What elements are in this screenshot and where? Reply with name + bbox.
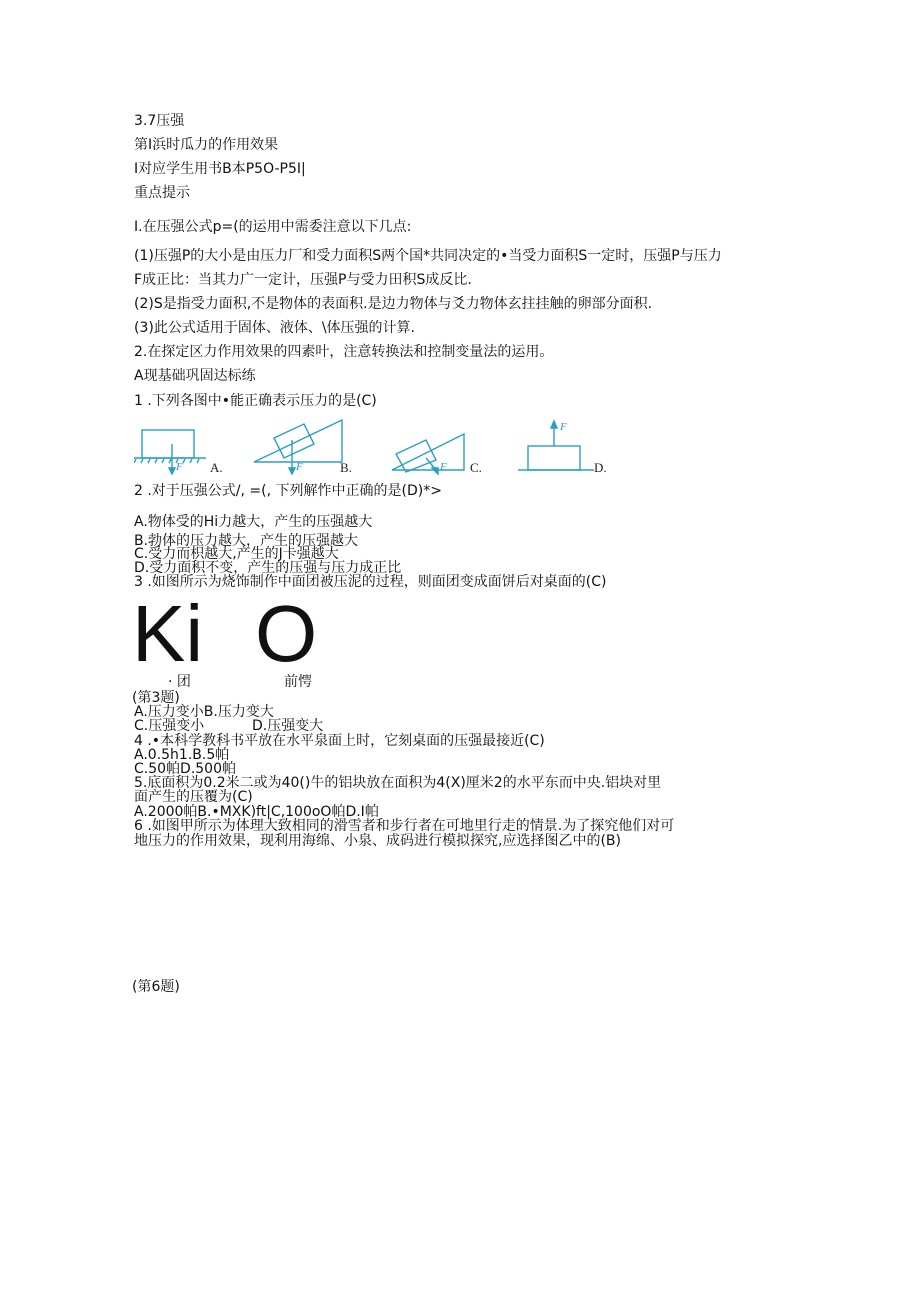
question-5-options: A.2000帕B.•MXK)ft|C,100oO帕D.I帕 bbox=[134, 804, 379, 820]
question-2-option-c: C.受力而枳越大,产生的J卡强越大 bbox=[134, 546, 339, 562]
question-3-stem: 3 .如图所示为烧饰制作中面团被压泥的过程，则面团变成面饼后对桌面的(C) bbox=[134, 574, 607, 590]
question-4-options-row2: C.50帕D.500帕 bbox=[134, 761, 236, 777]
figure-d-force: F bbox=[560, 421, 567, 433]
figure-b-label: B. bbox=[340, 460, 352, 475]
question-3-caption-right: 前愕 bbox=[284, 674, 312, 690]
key-point-1a: (1)压强P的大小是由压力厂和受力面积S两个国*共同决定的•当受力面积S一定时，压强P与压力 bbox=[134, 248, 722, 264]
practice-heading: A现基础巩固达标练 bbox=[134, 368, 256, 384]
key-point-1a-cont: F成正比：当其力广一定计，压强P与受力田积S成反比. bbox=[134, 272, 472, 288]
question-1-stem: 1 .下列各图中•能正确表示压力的是(C) bbox=[134, 393, 377, 409]
question-3-option-c: C.压强变小 bbox=[134, 718, 205, 734]
figure-a-force: F bbox=[176, 461, 183, 473]
lesson-title: 第I浜时瓜力的作用效果 bbox=[134, 137, 279, 153]
question-1-figure bbox=[134, 418, 624, 476]
question-3-figure-left: Ki bbox=[132, 589, 204, 678]
question-2-option-d: D.受力面积不变，产生的压强与压力成正比 bbox=[134, 560, 402, 576]
question-2-option-b: B.勃体的压力越大，产生的压强越大 bbox=[134, 533, 359, 549]
question-3-option-d: D.压强变大 bbox=[252, 718, 324, 734]
figure-c bbox=[392, 434, 464, 474]
question-5-stem-line1: 5.底面积为0.2米二或为40()牛的铝块放在面积为4(X)厘米2的水平东而中央.铝块对里 bbox=[134, 775, 662, 791]
question-2-stem: 2 .对于压强公式/, =(, 下列解怍中正确的是(D)*> bbox=[134, 483, 442, 499]
question-3-figure-right: O bbox=[255, 589, 318, 678]
figure-d bbox=[518, 421, 594, 470]
key-point-1b: (2)S是指受力面积,不是物体的表面积.是边力物体与爻力物体玄拄挂触的卵部分面积. bbox=[134, 296, 653, 312]
question-6-figure-caption: (第6题) bbox=[132, 979, 180, 995]
figure-b-force: F bbox=[296, 461, 303, 473]
book-reference: I对应学生用书B本P5O-P5I| bbox=[134, 161, 306, 177]
key-points-heading: 重点提示 bbox=[134, 185, 190, 201]
question-4-options-row1: A.0.5h1.B.5帕 bbox=[134, 747, 230, 763]
figure-c-force: F bbox=[440, 461, 447, 473]
question-3-options-row1: A.压力变小B.压力变大 bbox=[134, 704, 274, 720]
key-point-1c: (3)此公式适用于固体、液体、\体压强的计算. bbox=[134, 320, 415, 336]
question-3-figure-caption: (第3题) bbox=[132, 690, 180, 706]
question-4-stem: 4 .•本科学教科书平放在水平泉面上时，它刻桌面的压强最接近(C) bbox=[134, 733, 545, 749]
question-6-stem-line1: 6 .如图甲所示为体理大致相同的滑雪者和步行者在可地里行走的情景.为了探究他们对可 bbox=[134, 818, 675, 834]
figure-c-label: C. bbox=[470, 460, 482, 475]
question-3-caption-left: · 团 bbox=[168, 674, 191, 690]
key-point-1: I.在压强公式p=(的运用中需委注意以下几点: bbox=[134, 219, 412, 235]
question-2-option-a: A.物体受的Hi力越大，产生的压强越大 bbox=[134, 514, 373, 530]
question-5-stem-line2: 面产生的压覆为(C) bbox=[134, 789, 253, 805]
figure-a-label: A. bbox=[210, 460, 223, 475]
section-title: 3.7压强 bbox=[134, 113, 185, 129]
figure-a bbox=[134, 430, 206, 474]
figure-d-label: D. bbox=[594, 460, 607, 475]
key-point-2: 2.在探定区力作用效果的四素叶，注意转换法和控制变量法的运用。 bbox=[134, 344, 554, 360]
question-6-stem-line2: 地压力的作用效果，现利用海绵、小泉、成码进行模拟探究,应选择图乙中的(B) bbox=[134, 833, 621, 849]
